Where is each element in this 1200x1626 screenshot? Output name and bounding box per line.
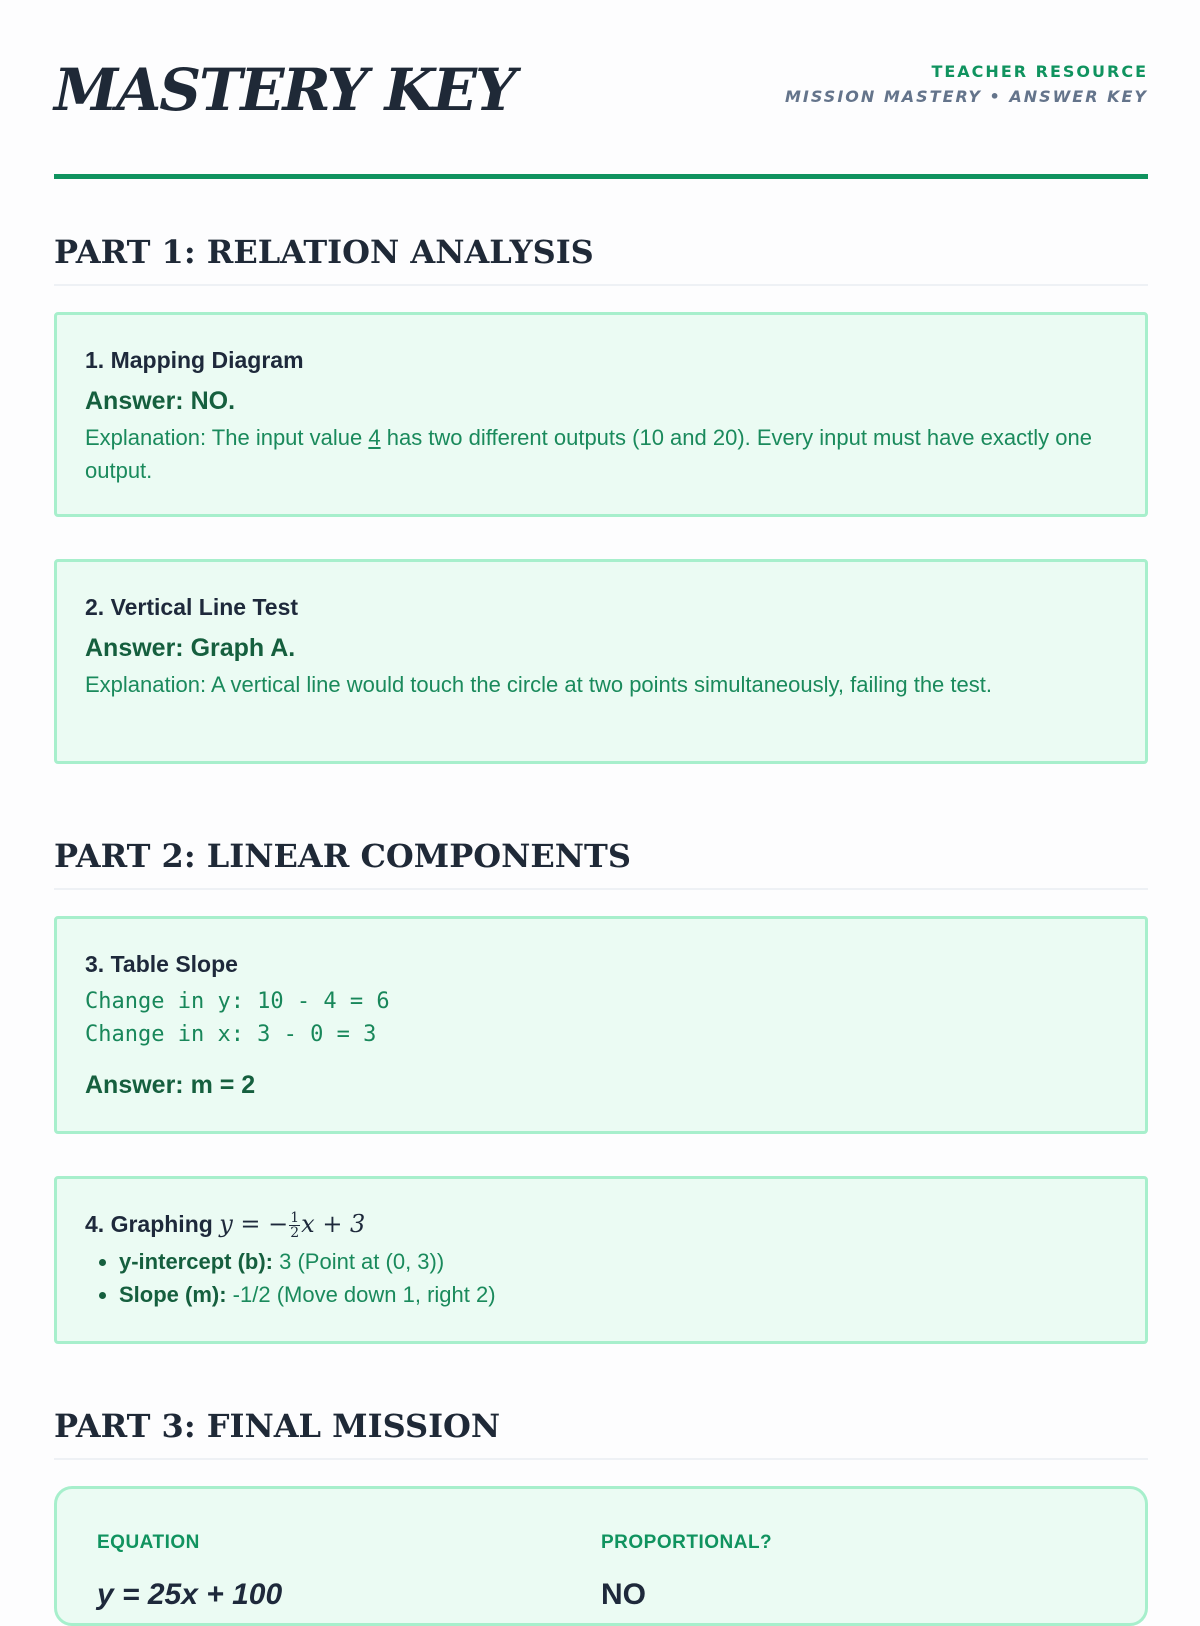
- equation-column: [97, 1529, 601, 1617]
- proportional-label: PROPORTIONAL?: [601, 1532, 773, 1553]
- question-card-4: [54, 1176, 1148, 1344]
- page-title: MASTERY KEY: [54, 56, 515, 124]
- final-mission-grid: [97, 1529, 1105, 1617]
- resource-subtitle: MISSION MASTERY • ANSWER KEY: [784, 87, 1148, 106]
- list-item: • y-intercept (b): 3 (Point at (0, 3)): [119, 1245, 1117, 1278]
- proportional-value: NO: [601, 1578, 646, 1611]
- part2-heading: PART 2: LINEAR COMPONENTS: [54, 834, 1148, 890]
- question-title: 1. Mapping Diagram: [85, 347, 304, 373]
- part3-section: [54, 1404, 1148, 1626]
- equation-value: y = 25x + 100: [97, 1578, 283, 1611]
- question-title: 4. Graphing y = − $\frac{1}{2}$ x + 3: [85, 1210, 366, 1241]
- part2-section: [54, 834, 1148, 1344]
- explanation-text: Explanation: The input value 4 has two different outputs (10 and 20). Every input must have exactly one output.: [85, 425, 1092, 483]
- equation-label: EQUATION: [97, 1532, 200, 1553]
- fraction: $\frac{1}{2}$: [290, 1210, 300, 1241]
- answer-key-page: [54, 0, 1148, 1611]
- explanation-text: Explanation: A vertical line would touch the circle at two points simultaneously, failing the test.: [85, 672, 992, 697]
- final-mission-card: [54, 1486, 1148, 1626]
- question-title: 3. Table Slope: [85, 951, 238, 977]
- header-divider: [54, 174, 1148, 179]
- question-card-1: [54, 312, 1148, 517]
- header-meta: [785, 60, 1148, 110]
- work-line-x: Change in x: 3 - 0 = 3: [85, 1022, 377, 1047]
- question-card-3: [54, 916, 1148, 1134]
- underlined-input-value: 4: [368, 425, 381, 450]
- part1-heading: PART 1: RELATION ANALYSIS: [54, 230, 1148, 286]
- equation-math: y = − $\frac{1}{2}$ x + 3: [219, 1210, 366, 1241]
- question-title: 2. Vertical Line Test: [85, 594, 299, 620]
- work-line-y: Change in y: 10 - 4 = 6: [85, 989, 390, 1014]
- part3-heading: PART 3: FINAL MISSION: [54, 1404, 1148, 1460]
- graphing-points-list: [85, 1245, 1117, 1311]
- question-card-2: [54, 559, 1148, 764]
- part1-section: [54, 230, 1148, 764]
- page-header: [54, 0, 1148, 180]
- list-item: • Slope (m): -1/2 (Move down 1, right 2): [119, 1278, 1117, 1311]
- answer-text: Answer: Graph A.: [85, 634, 296, 662]
- proportional-column: [601, 1529, 1105, 1617]
- answer-text: Answer: m = 2: [85, 1071, 256, 1099]
- resource-kicker: TEACHER RESOURCE: [931, 62, 1148, 81]
- answer-text: Answer: NO.: [85, 387, 236, 415]
